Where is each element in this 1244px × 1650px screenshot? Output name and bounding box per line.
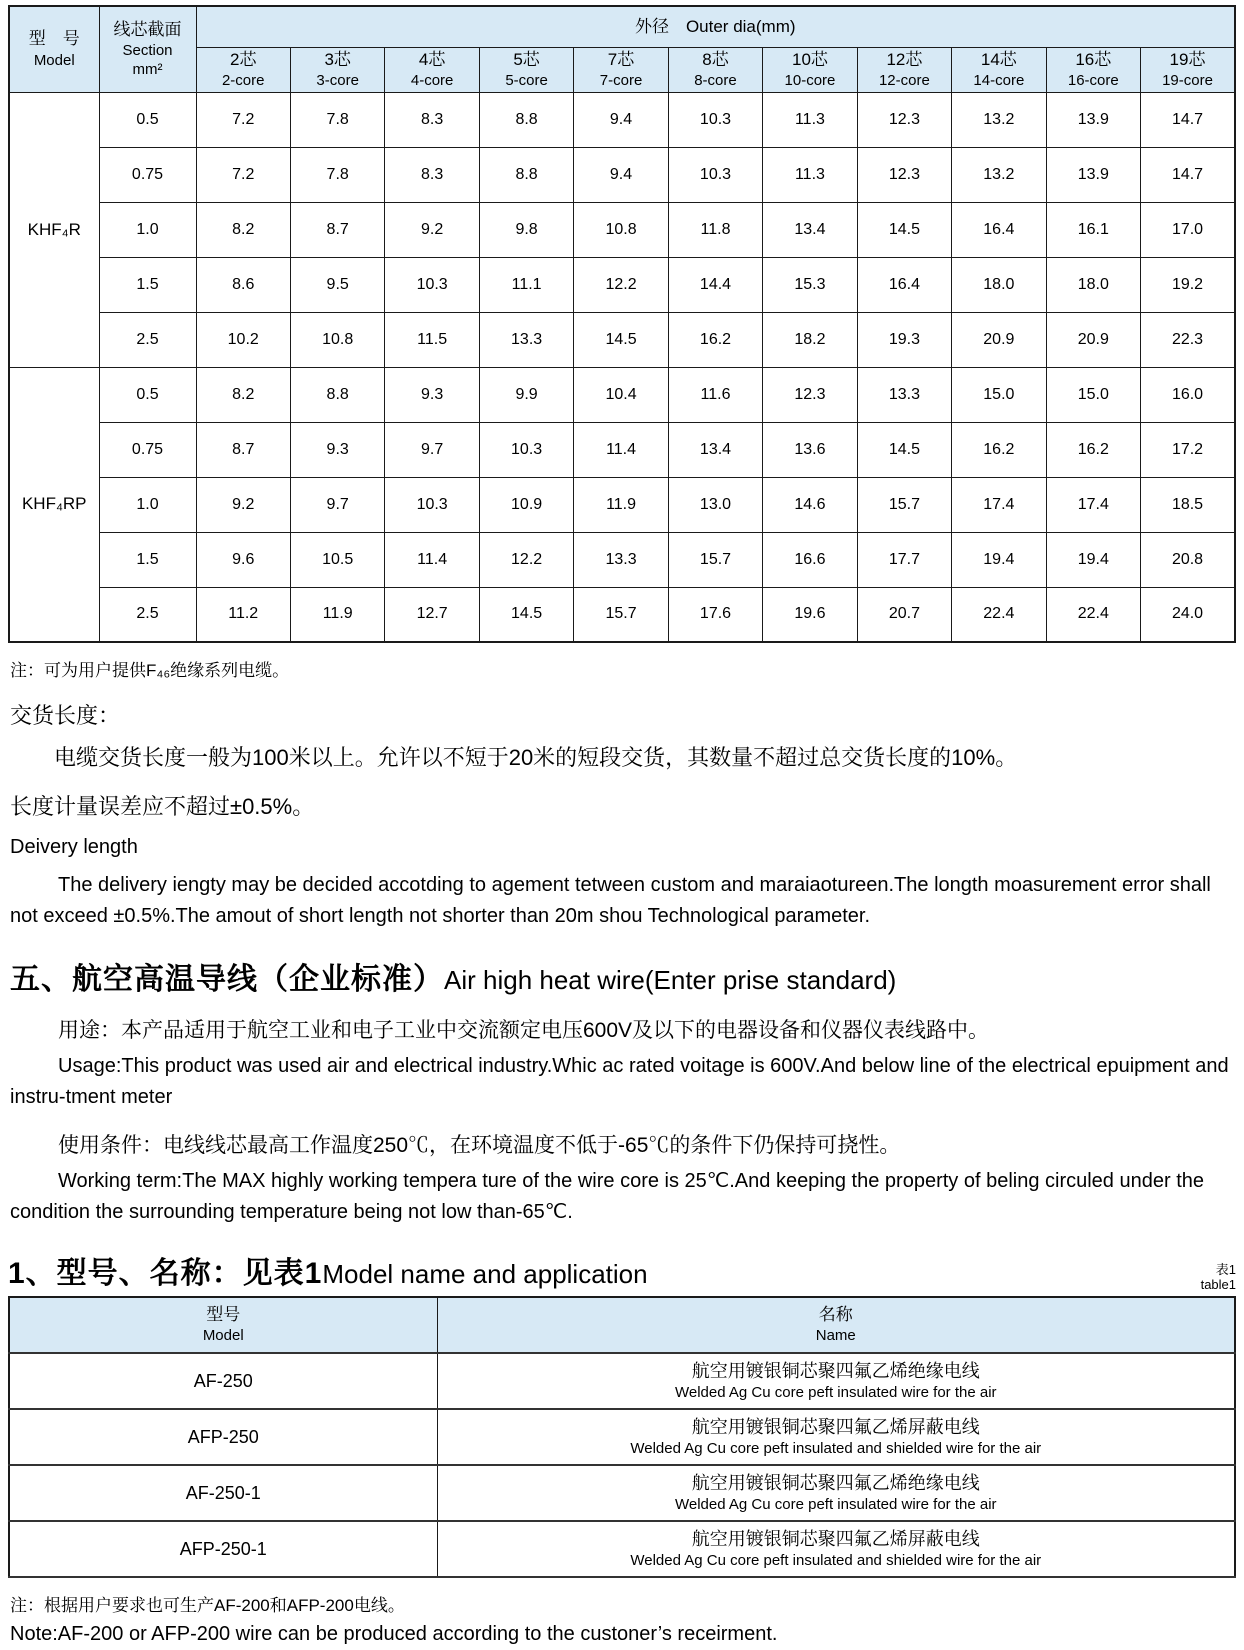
t2-model-header [9, 1297, 437, 1353]
t1-model-header-en: Model [33, 51, 75, 69]
dia-value-cell: 11.4 [385, 532, 479, 587]
core-column-header [857, 47, 951, 92]
core-column-zh: 3芯 [324, 49, 351, 69]
core-column-header [290, 47, 384, 92]
core-column-zh: 2芯 [229, 49, 257, 69]
dia-value-cell: 11.6 [668, 367, 762, 422]
t1-header-row-1 [9, 6, 1235, 47]
dia-value-cell: 24.0 [1141, 587, 1235, 642]
dia-value-cell: 13.6 [763, 422, 857, 477]
section-cell: 1.5 [99, 532, 196, 587]
model-name-heading-zh: 1、型号、名称：见表1 [8, 1257, 323, 1290]
core-column-en: 8-core [694, 71, 737, 89]
t1-model-header-zh: 型 号 [28, 29, 80, 49]
core-column-en: 3-core [316, 71, 359, 89]
dia-value-cell: 11.1 [479, 257, 573, 312]
dia-value-cell: 15.7 [574, 587, 668, 642]
t2-name-zh: 航空用镀银铜芯聚四氟乙烯屏蔽电线 [691, 1528, 980, 1549]
core-column-header [763, 47, 857, 92]
working-term-zh: 使用条件：电线线芯最高工作温度250℃，在环境温度不低于-65℃的条件下仍保持可挠性。 [58, 1134, 901, 1157]
dia-value-cell: 17.4 [1046, 477, 1140, 532]
dia-value-cell: 19.4 [952, 532, 1046, 587]
model-name-table [8, 1296, 1236, 1578]
t1-section-header-zh: 线芯截面 [113, 19, 182, 39]
dia-value-cell: 18.0 [1046, 257, 1140, 312]
t2-model-header-zh: 型号 [206, 1305, 241, 1325]
core-column-en: 10-core [784, 71, 836, 89]
core-column-header [385, 47, 479, 92]
t2-name-zh: 航空用镀银铜芯聚四氟乙烯绝缘电线 [691, 1472, 980, 1493]
dia-value-cell: 8.7 [196, 422, 290, 477]
outer-diameter-table [8, 5, 1236, 643]
table2-footnote-zh: 注：根据用户要求也可生产AF-200和AFP-200电线。 [10, 1596, 405, 1615]
dia-value-cell: 10.3 [385, 257, 479, 312]
dia-value-cell: 22.4 [952, 587, 1046, 642]
dia-value-cell: 20.9 [1046, 312, 1140, 367]
dia-value-cell: 16.0 [1141, 367, 1235, 422]
dia-value-cell: 12.3 [857, 147, 951, 202]
table1-reference-en: table1 [1200, 1277, 1236, 1292]
core-column-zh: 16芯 [1075, 49, 1112, 69]
t2-model-cell: AFP-250 [9, 1409, 437, 1465]
core-column-zh: 14芯 [980, 49, 1017, 69]
section-cell: 0.5 [99, 367, 196, 422]
dia-value-cell: 17.4 [952, 477, 1046, 532]
dia-value-cell: 12.7 [385, 587, 479, 642]
t2-name-cell [437, 1521, 1235, 1577]
dia-value-cell: 10.3 [479, 422, 573, 477]
dia-value-cell: 11.8 [668, 202, 762, 257]
core-column-en: 19-core [1162, 71, 1213, 89]
t2-model-header-en: Model [202, 1327, 244, 1345]
t2-name-en: Welded Ag Cu core peft insulated wire for the air [674, 1495, 997, 1513]
core-column-zh: 10芯 [791, 49, 828, 69]
dia-value-cell: 16.4 [857, 257, 951, 312]
dia-value-cell: 16.2 [952, 422, 1046, 477]
dia-value-cell: 9.5 [290, 257, 384, 312]
dia-value-cell: 19.3 [857, 312, 951, 367]
t1-data-row [9, 147, 1235, 202]
core-column-header [952, 47, 1046, 92]
t1-data-row [9, 202, 1235, 257]
core-column-zh: 19芯 [1169, 49, 1206, 69]
section-cell: 0.5 [99, 92, 196, 147]
core-column-zh: 12芯 [886, 49, 923, 69]
t2-data-row [9, 1465, 1235, 1521]
dia-value-cell: 7.8 [290, 147, 384, 202]
dia-value-cell: 16.4 [952, 202, 1046, 257]
dia-value-cell: 13.9 [1046, 147, 1140, 202]
dia-value-cell: 7.2 [196, 147, 290, 202]
t2-name-header-zh: 名称 [818, 1305, 853, 1325]
dia-value-cell: 14.7 [1141, 92, 1235, 147]
dia-value-cell: 8.8 [290, 367, 384, 422]
dia-value-cell: 11.9 [290, 587, 384, 642]
t2-body [9, 1353, 1235, 1577]
model-cell: KHF₄RP [9, 367, 99, 642]
core-column-zh: 4芯 [418, 49, 446, 69]
dia-value-cell: 11.3 [763, 92, 857, 147]
dia-value-cell: 10.5 [290, 532, 384, 587]
dia-value-cell: 9.7 [290, 477, 384, 532]
core-column-en: 2-core [221, 71, 265, 89]
t1-outer-dia-header: 外径 Outer dia(mm) [196, 6, 1235, 47]
dia-value-cell: 15.0 [952, 367, 1046, 422]
section-cell: 1.0 [99, 477, 196, 532]
core-column-zh: 8芯 [702, 49, 729, 69]
dia-value-cell: 10.9 [479, 477, 573, 532]
t2-model-cell: AF-250-1 [9, 1465, 437, 1521]
section-cell: 0.75 [99, 422, 196, 477]
core-column-header [479, 47, 573, 92]
dia-value-cell: 9.9 [479, 367, 573, 422]
t1-data-row [9, 587, 1235, 642]
dia-value-cell: 9.2 [196, 477, 290, 532]
dia-value-cell: 7.8 [290, 92, 384, 147]
t2-name-en: Welded Ag Cu core peft insulated wire for the air [674, 1383, 997, 1401]
dia-value-cell: 8.8 [479, 147, 573, 202]
core-column-en: 16-core [1067, 71, 1119, 89]
section-cell: 2.5 [99, 587, 196, 642]
dia-value-cell: 20.7 [857, 587, 951, 642]
dia-value-cell: 10.3 [385, 477, 479, 532]
dia-value-cell: 17.2 [1141, 422, 1235, 477]
table1-reference [1201, 1262, 1236, 1292]
table1-footnote: 注：可为用户提供F₄₆绝缘系列电缆。 [10, 661, 290, 680]
dia-value-cell: 13.3 [479, 312, 573, 367]
section-cell: 2.5 [99, 312, 196, 367]
t1-data-row [9, 477, 1235, 532]
model-name-heading-en: Model name and application [322, 1259, 648, 1289]
section-cell: 1.5 [99, 257, 196, 312]
delivery-line2-zh: 长度计量误差应不超过±0.5%。 [10, 794, 315, 819]
dia-value-cell: 16.2 [1046, 422, 1140, 477]
core-column-en: 12-core [878, 71, 930, 89]
dia-value-cell: 9.4 [574, 147, 668, 202]
dia-value-cell: 11.4 [574, 422, 668, 477]
t2-name-zh: 航空用镀银铜芯聚四氟乙烯屏蔽电线 [691, 1416, 980, 1437]
delivery-line1-zh: 电缆交货长度一般为100米以上。允许以不短于20米的短段交货，其数量不超过总交货长度的10%。 [54, 745, 1018, 770]
dia-value-cell: 13.3 [574, 532, 668, 587]
dia-value-cell: 8.2 [196, 367, 290, 422]
dia-value-cell: 7.2 [196, 92, 290, 147]
model-name-heading-row [8, 1248, 1236, 1292]
dia-value-cell: 12.2 [479, 532, 573, 587]
dia-value-cell: 8.2 [196, 202, 290, 257]
dia-value-cell: 13.2 [952, 92, 1046, 147]
section-cell: 0.75 [99, 147, 196, 202]
dia-value-cell: 19.2 [1141, 257, 1235, 312]
core-column-header [668, 47, 762, 92]
dia-value-cell: 22.4 [1046, 587, 1140, 642]
dia-value-cell: 10.4 [574, 367, 668, 422]
dia-value-cell: 16.1 [1046, 202, 1140, 257]
dia-value-cell: 8.8 [479, 92, 573, 147]
dia-value-cell: 14.7 [1141, 147, 1235, 202]
dia-value-cell: 8.3 [385, 92, 479, 147]
dia-value-cell: 15.7 [857, 477, 951, 532]
dia-value-cell: 8.6 [196, 257, 290, 312]
dia-value-cell: 12.2 [574, 257, 668, 312]
dia-value-cell: 18.2 [763, 312, 857, 367]
dia-value-cell: 13.4 [668, 422, 762, 477]
t2-model-cell: AFP-250-1 [9, 1521, 437, 1577]
delivery-title-en: Deivery length [10, 836, 138, 858]
dia-value-cell: 9.4 [574, 92, 668, 147]
dia-value-cell: 10.8 [290, 312, 384, 367]
core-column-header [196, 47, 290, 92]
t2-data-row [9, 1409, 1235, 1465]
dia-value-cell: 15.0 [1046, 367, 1140, 422]
t1-section-header-unit: mm² [132, 61, 163, 79]
usage-zh: 用途：本产品适用于航空工业和电子工业中交流额定电压600V及以下的电器设备和仪器仪表线路中。 [58, 1019, 990, 1042]
dia-value-cell: 14.5 [574, 312, 668, 367]
working-term-en: Working term:The MAX highly working tempera ture of the wire core is 25℃.And keeping the property of beling circuled under the condition the surrounding temperature being not low than-65℃. [10, 1170, 1204, 1223]
dia-value-cell: 9.2 [385, 202, 479, 257]
t2-name-header [437, 1297, 1235, 1353]
dia-value-cell: 10.3 [668, 147, 762, 202]
dia-value-cell: 14.5 [857, 422, 951, 477]
t1-section-header [99, 6, 196, 92]
delivery-body-en: The delivery iengty may be decided accotding to agement tetween custom and maraiaotureen.The longth moasurement error shall not exceed ±0.5%.The amout of short length not shorter than 20m shou Technological parameter. [10, 874, 1211, 927]
section5-heading [10, 954, 1236, 998]
dia-value-cell: 14.5 [479, 587, 573, 642]
dia-value-cell: 9.6 [196, 532, 290, 587]
dia-value-cell: 12.3 [763, 367, 857, 422]
dia-value-cell: 20.9 [952, 312, 1046, 367]
dia-value-cell: 17.0 [1141, 202, 1235, 257]
dia-value-cell: 17.7 [857, 532, 951, 587]
core-column-en: 4-core [410, 71, 454, 89]
dia-value-cell: 16.6 [763, 532, 857, 587]
core-column-zh: 5芯 [513, 49, 540, 69]
dia-value-cell: 17.6 [668, 587, 762, 642]
dia-value-cell: 11.2 [196, 587, 290, 642]
usage-en: Usage:This product was used air and electrical industry.Whic ac rated voitage is 600V.And below line of the electrical epuipment and instru-tment meter [10, 1055, 1229, 1108]
dia-value-cell: 13.4 [763, 202, 857, 257]
t1-model-header [9, 6, 99, 92]
t1-data-row [9, 92, 1235, 147]
dia-value-cell: 16.2 [668, 312, 762, 367]
section5-heading-zh: 五、航空高温导线（企业标准） [10, 963, 444, 996]
dia-value-cell: 8.3 [385, 147, 479, 202]
dia-value-cell: 14.4 [668, 257, 762, 312]
dia-value-cell: 19.4 [1046, 532, 1140, 587]
t2-data-row [9, 1521, 1235, 1577]
dia-value-cell: 13.0 [668, 477, 762, 532]
dia-value-cell: 10.8 [574, 202, 668, 257]
dia-value-cell: 9.8 [479, 202, 573, 257]
t1-data-row [9, 257, 1235, 312]
core-column-header [1141, 47, 1235, 92]
core-column-header [574, 47, 668, 92]
core-column-en: 14-core [973, 71, 1025, 89]
dia-value-cell: 22.3 [1141, 312, 1235, 367]
t2-name-header-en: Name [815, 1327, 856, 1345]
dia-value-cell: 15.7 [668, 532, 762, 587]
dia-value-cell: 19.6 [763, 587, 857, 642]
t2-name-en: Welded Ag Cu core peft insulated and shielded wire for the air [630, 1551, 1042, 1569]
dia-value-cell: 20.8 [1141, 532, 1235, 587]
delivery-title-zh: 交货长度： [10, 703, 121, 728]
dia-value-cell: 10.2 [196, 312, 290, 367]
dia-value-cell: 18.5 [1141, 477, 1235, 532]
dia-value-cell: 14.6 [763, 477, 857, 532]
dia-value-cell: 11.5 [385, 312, 479, 367]
dia-value-cell: 18.0 [952, 257, 1046, 312]
dia-value-cell: 12.3 [857, 92, 951, 147]
dia-value-cell: 14.5 [857, 202, 951, 257]
t2-data-row [9, 1353, 1235, 1409]
t1-data-row [9, 422, 1235, 477]
t1-data-row [9, 367, 1235, 422]
section-cell: 1.0 [99, 202, 196, 257]
core-column-zh: 7芯 [607, 49, 635, 69]
dia-value-cell: 8.7 [290, 202, 384, 257]
t1-data-row [9, 312, 1235, 367]
t1-body [9, 92, 1235, 642]
dia-value-cell: 9.3 [290, 422, 384, 477]
dia-value-cell: 15.3 [763, 257, 857, 312]
dia-value-cell: 11.9 [574, 477, 668, 532]
core-column-en: 5-core [505, 71, 548, 89]
t2-name-cell [437, 1353, 1235, 1409]
t2-model-cell: AF-250 [9, 1353, 437, 1409]
t2-name-cell [437, 1409, 1235, 1465]
dia-value-cell: 13.3 [857, 367, 951, 422]
dia-value-cell: 11.3 [763, 147, 857, 202]
model-name-heading [8, 1248, 648, 1292]
dia-value-cell: 9.3 [385, 367, 479, 422]
dia-value-cell: 10.3 [668, 92, 762, 147]
t2-name-en: Welded Ag Cu core peft insulated and shielded wire for the air [630, 1439, 1042, 1457]
table2-footnote-en: Note:AF-200 or AFP-200 wire can be produced according to the custoner’s receirment. [10, 1623, 778, 1645]
dia-value-cell: 9.7 [385, 422, 479, 477]
dia-value-cell: 13.2 [952, 147, 1046, 202]
core-column-en: 7-core [599, 71, 643, 89]
t1-section-header-en: Section [122, 41, 173, 59]
model-cell: KHF₄R [9, 92, 99, 367]
core-column-header [1046, 47, 1140, 92]
dia-value-cell: 13.9 [1046, 92, 1140, 147]
table1-reference-zh: 表1 [1215, 1262, 1236, 1277]
t2-name-cell [437, 1465, 1235, 1521]
t2-name-zh: 航空用镀银铜芯聚四氟乙烯绝缘电线 [691, 1360, 980, 1381]
section5-heading-en: Air high heat wire(Enter prise standard) [444, 965, 897, 995]
t2-header-row [9, 1297, 1235, 1353]
t1-data-row [9, 532, 1235, 587]
